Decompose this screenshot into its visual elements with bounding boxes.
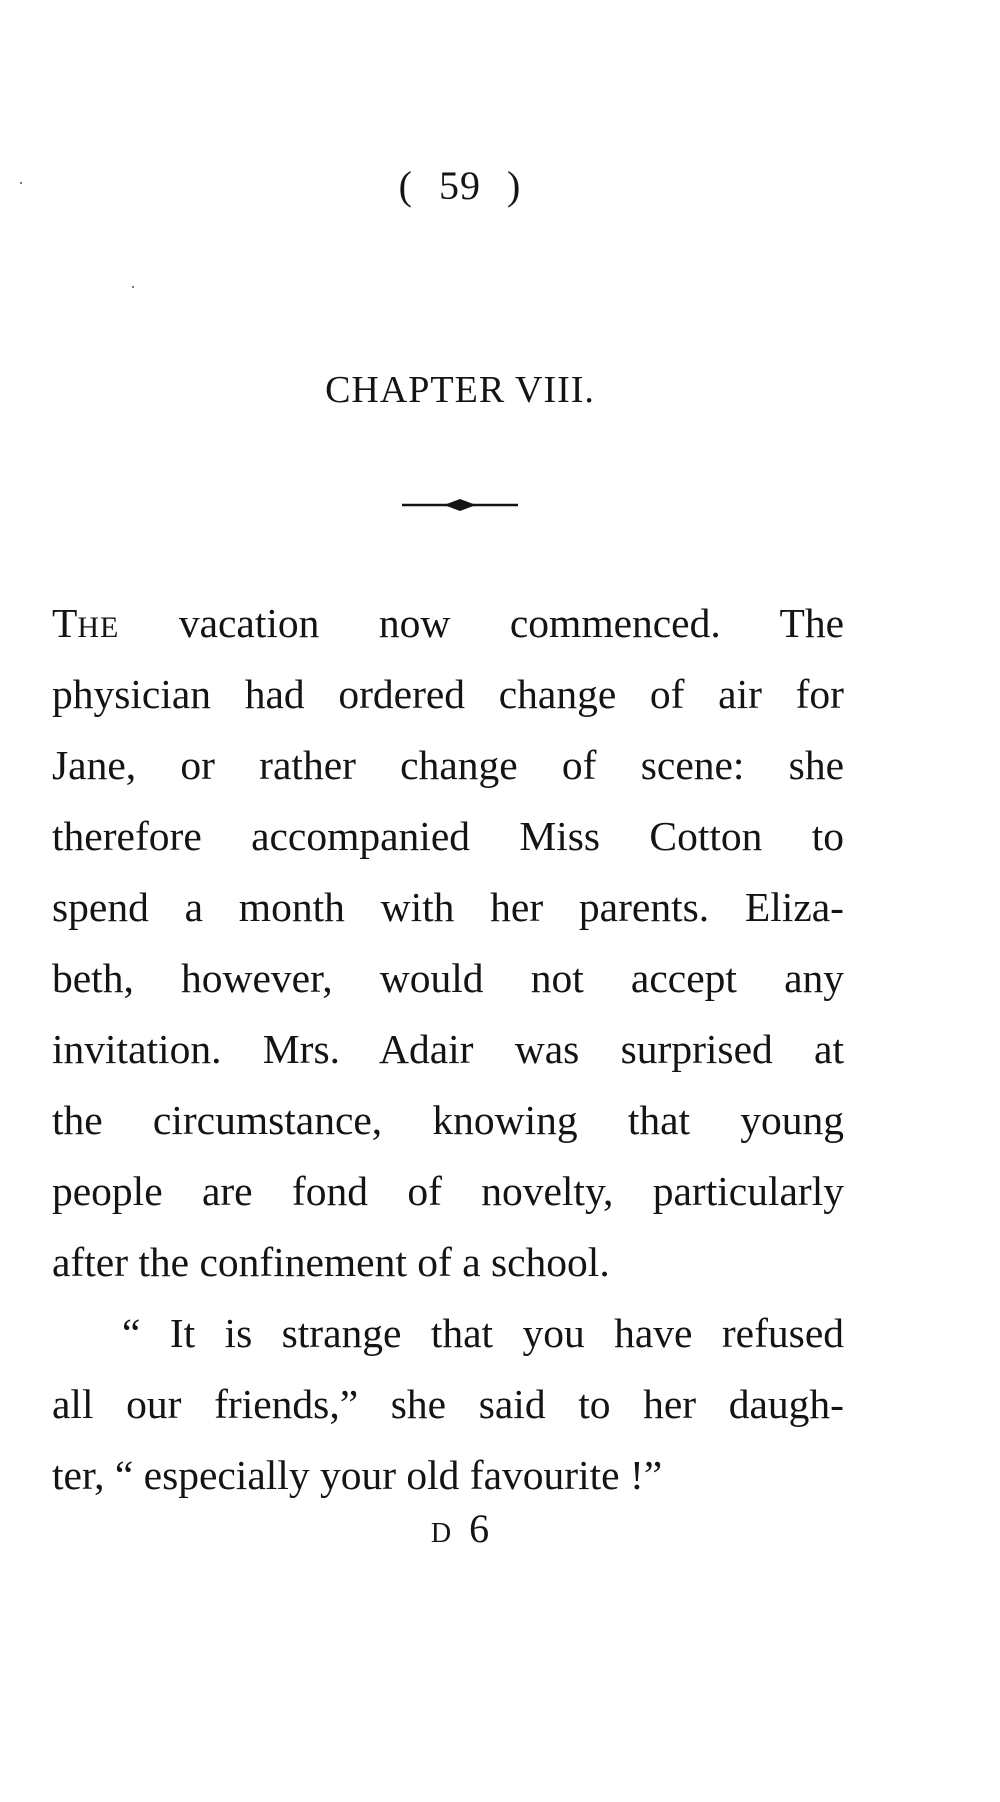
text-line bbox=[52, 588, 844, 659]
signature-letter: D bbox=[430, 1518, 452, 1549]
text-line-content: vacation now commenced. The bbox=[119, 600, 844, 646]
text-line: people are fond of novelty, particularly bbox=[52, 1168, 844, 1214]
signature-mark bbox=[0, 1505, 920, 1552]
body-text bbox=[52, 588, 844, 1511]
rule-ornament-icon bbox=[402, 498, 518, 512]
text-line: ter, “ especially your old favourite !” bbox=[52, 1452, 663, 1498]
text-line: physician had ordered change of air for bbox=[52, 671, 844, 717]
text-line: invitation. Mrs. Adair was surprised at bbox=[52, 1026, 844, 1072]
ink-speck bbox=[132, 286, 134, 288]
text-line: all our friends,” she said to her daugh- bbox=[52, 1381, 844, 1427]
dropcap-initial: T bbox=[52, 600, 78, 646]
text-line: Jane, or rather change of scene: she bbox=[52, 742, 844, 788]
chapter-title: CHAPTER VIII. bbox=[325, 369, 595, 411]
text-line: therefore accompanied Miss Cotton to bbox=[52, 813, 844, 859]
smallcap-word: HE bbox=[77, 611, 120, 644]
text-line: after the confinement of a school. bbox=[52, 1239, 610, 1285]
text-line: the circumstance, knowing that young bbox=[52, 1097, 844, 1143]
page-number-header bbox=[0, 162, 920, 209]
text-line: beth, however, would not accept any bbox=[52, 955, 844, 1001]
page-number: 59 bbox=[439, 163, 481, 208]
close-paren: ) bbox=[507, 163, 522, 208]
text-line: spend a month with her parents. Eliza- bbox=[52, 884, 844, 930]
text-line: “ It is strange that you have refused bbox=[122, 1310, 844, 1356]
open-paren: ( bbox=[398, 163, 413, 208]
signature-number: 6 bbox=[469, 1506, 490, 1551]
